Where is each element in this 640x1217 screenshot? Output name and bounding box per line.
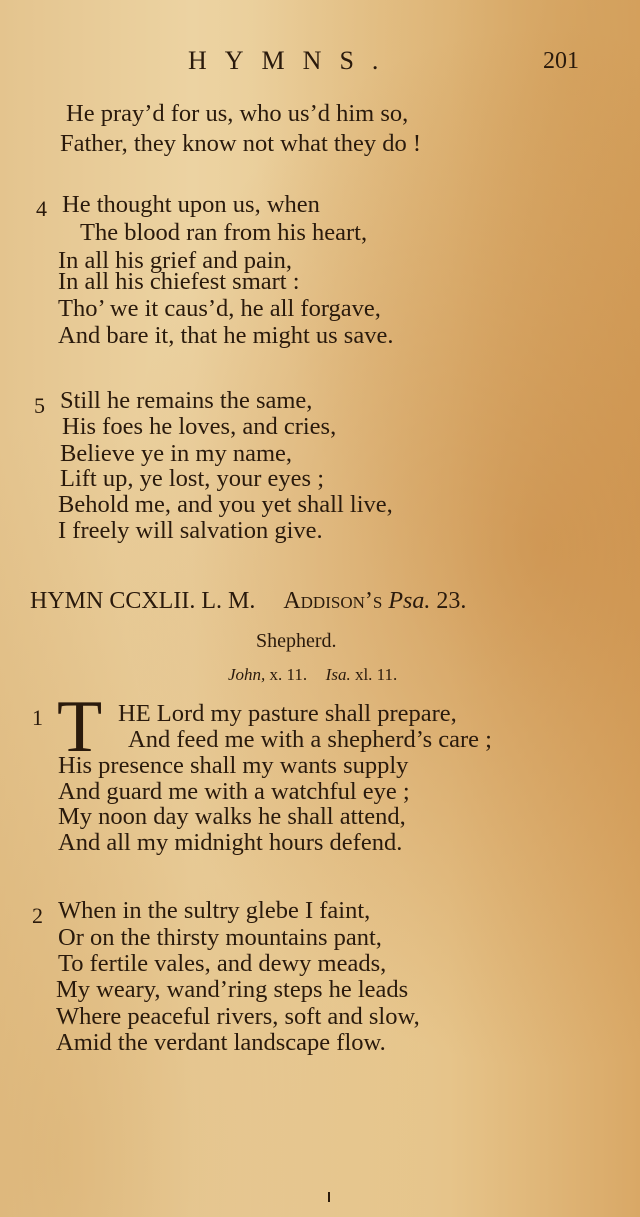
hymn-tune: Shepherd. [256,630,337,652]
ref-book: John, [228,665,266,684]
ref-verse: x. 11. [269,665,308,684]
verse-line: The blood ran from his heart, [80,219,368,246]
stanza-number: 5 [34,393,45,418]
stanza-number: 2 [32,903,43,928]
ink-mark [328,1192,330,1202]
verse-line: Amid the verdant landscape flow. [56,1029,386,1056]
hymn-source: Psa. [388,588,431,614]
ref-book: Isa. [325,665,351,684]
verse-line: My weary, wand’ring steps he leads [56,976,409,1003]
verse-line: And guard me with a watchful eye ; [58,778,410,805]
drop-cap: T [57,686,103,768]
verse-line: I freely will salvation give. [58,517,323,544]
verse-line: Believe ye in my name, [60,440,292,467]
verse-line: His presence shall my wants supply [58,752,409,779]
verse-line: In all his chiefest smart : [58,268,300,295]
page-number: 201 [543,48,579,74]
hymn-source-number: 23. [436,588,467,614]
verse-line: Lift up, ye lost, your eyes ; [60,465,325,492]
verse-line: Or on the thirsty mountains pant, [58,924,382,951]
verse-line: Behold me, and you yet shall live, [58,491,393,518]
verse-line: He thought upon us, when [62,191,320,218]
ref-verse: xl. 11. [354,665,398,684]
verse-line: When in the sultry glebe I faint, [58,897,371,924]
verse-line: Tho’ we it caus’d, he all forgave, [58,295,381,322]
stanza-number: 4 [36,196,47,221]
verse-line: My noon day walks he shall attend, [58,803,406,830]
verse-line: To fertile vales, and dewy meads, [58,950,387,977]
verse-line: HE Lord my pasture shall prepare, [118,700,457,727]
verse-line: He pray’d for us, who us’d him so, [66,100,409,127]
verse-line: His foes he loves, and cries, [62,413,337,440]
verse-line: Where peaceful rivers, soft and slow, [56,1003,420,1030]
verse-line: Father, they know not what they do ! [60,130,422,157]
verse-line: And bare it, that he might us save. [58,322,394,349]
verse-line: And feed me with a shepherd’s care ; [128,726,492,753]
hymn-author: Addison’s [283,588,383,614]
running-header: HYMNS. [188,46,397,75]
hymn-title: HYMN CCXLII. L. M. [30,588,256,614]
verse-line: In all his grief and pain, [58,247,293,274]
verse-line: Still he remains the same, [60,387,313,414]
scripture-refs [228,665,397,685]
stanza-number: 1 [32,705,43,730]
hymn-heading [30,588,466,615]
verse-line: And all my midnight hours defend. [58,829,403,856]
